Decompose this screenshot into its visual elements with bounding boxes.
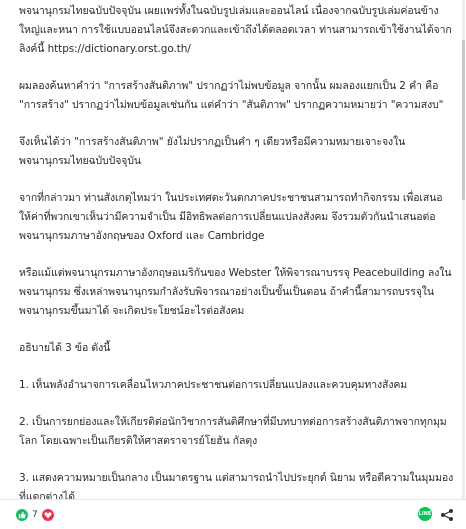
reactions[interactable]	[16, 508, 58, 522]
heart-icon[interactable]	[42, 509, 54, 521]
paragraph-line: พจนานุกรม ซึ่งเหล่าพจนานุกรมกำลังรับพิจารณาอย่างเป็นขั้นเป็นตอน ถ้าคำนี้สามารถบรรจุใน	[19, 286, 434, 298]
paragraph-line: ให้ค่าที่พวกเขาเห็นว่ามีความจำเป็น มีอิทธิพลต่อการเปลี่ยนแปลงสังคม จึงรวมตัวกันนำเสนอต่อ	[19, 211, 436, 223]
line-label: LINE	[418, 511, 432, 517]
scrollbar-thumb[interactable]	[462, 40, 465, 200]
paragraph-line: จึงเห็นได้ว่า "การสร้างสันติภาพ" ยังไม่ปรากฏเป็นคำ ๆ เดียวหรือมีความหมายเจาะจงใน	[19, 136, 406, 148]
article-paragraph	[19, 376, 461, 395]
paragraph-line: โลก โดยเฉพาะเป็นเกียรติให้ศาสตราจารย์โยฮัน กัลตุง	[19, 435, 258, 447]
article-paragraph	[19, 339, 461, 358]
article-paragraph	[19, 264, 461, 321]
footer-bar	[0, 499, 466, 529]
paragraph-line: จากที่กล่าวมา ท่านสังเกตุไหมว่า ในประเทศตะวันตกภาคประชาชนสามารถทำกิจกรรม เพื่อเสนอ	[19, 192, 443, 204]
paragraph-line: พจนานุกรมขึ้นมาได้ จะเกิดประโยชน์อะไรต่อสังคม	[19, 305, 245, 317]
line-share-button[interactable]	[418, 507, 432, 521]
share-icon[interactable]	[440, 507, 454, 521]
paragraph-line: ผมลองค้นหาคำว่า "การสร้างสันติภาพ" ปรากฏว่าไม่พบข้อมูล จากนั้น ผมลองแยกเป็น 2 คำ คือ	[19, 80, 439, 92]
article-paragraph	[19, 77, 461, 115]
article-paragraph	[19, 413, 461, 451]
article-paragraph	[19, 2, 461, 59]
paragraph-line: หรือแม้แต่พจนานุกรมภาษาอังกฤษอเมริกันของ Webster ให้พิจารณาบรรจุ Peacebuilding ลงใน	[19, 267, 452, 279]
paragraph-line: ลิงค์นี้ https://dictionary.orst.go.th/	[19, 43, 191, 55]
paragraph-line: พจนานุกรมภาษาอังกฤษของ Oxford และ Cambridge	[19, 230, 265, 242]
paragraph-line: 1. เห็นพลังอำนาจการเคลื่อนไหวภาคประชาชนต่อการเปลี่ยนแปลงและควบคุมทางสังคม	[19, 379, 408, 391]
paragraph-line: 3. แสดงความหมายเป็นกลาง เป็นมาตรฐาน แต่สามารถนำไปประยุกต์ นิยาม หรือตีความในมุมมอง	[19, 472, 454, 484]
paragraph-line: อธิบายได้ 3 ข้อ ดังนี้	[19, 342, 111, 354]
reaction-count: 7	[32, 510, 38, 520]
paragraph-line: "การสร้าง" ปรากฏว่าไม่พบข้อมูลเช่นกัน แต่คำว่า "สันติภาพ" ปรากฏความหมายว่า "ความสงบ"	[19, 99, 444, 111]
thumbs-up-icon[interactable]	[16, 509, 28, 521]
article-paragraph	[19, 469, 461, 499]
article-paragraph	[19, 133, 461, 171]
scrollbar[interactable]	[462, 0, 465, 499]
paragraph-line: ใหญ่และหนา การใช้แบบออนไลน์จึงสะดวกและเข้าถึงได้ตลอดเวลา ท่านสามารถเข้าใช้งานได้จาก	[19, 24, 452, 36]
paragraph-line: ที่แตกต่างได้	[19, 491, 75, 499]
paragraph-line: พจนานุกรมไทยฉบับปัจจุบัน เผยแพร่ทั้งในฉบับรูปเล่มและออนไลน์ เนื่องจากฉบับรูปเล่มค่อนข้าง	[19, 5, 439, 17]
paragraph-line: 2. เป็นการยกย่องและให้เกียรติต่อนักวิชาการสันติศึกษาที่มีบทบาทต่อการสร้างสันติภาพจากทุกมุม	[19, 416, 447, 428]
paragraph-line: พจนานุกรมไทยฉบับปัจจุบัน	[19, 155, 141, 167]
article-body	[3, 0, 461, 499]
article-paragraph	[19, 189, 461, 246]
